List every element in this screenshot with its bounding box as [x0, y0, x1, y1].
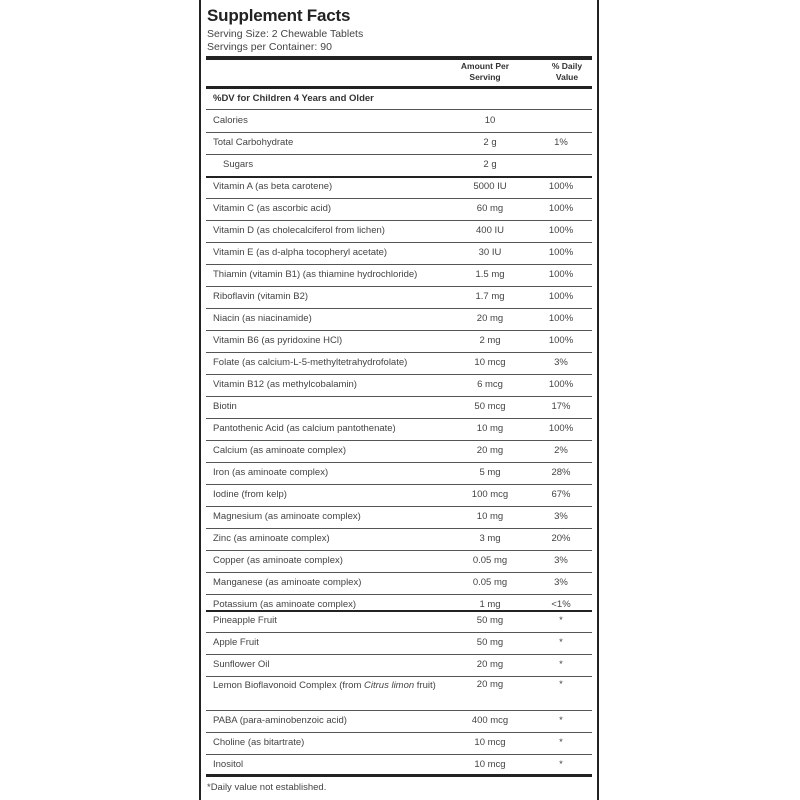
- nutrient-daily-value: 100%: [548, 335, 574, 346]
- nutrient-row: [206, 111, 592, 133]
- nutrient-row: [206, 463, 592, 485]
- nutrient-row: [206, 755, 592, 775]
- nutrient-amount: 1 mg: [479, 599, 501, 610]
- nutrient-name: Calcium (as aminoate complex): [213, 445, 347, 456]
- nutrient-row: [206, 397, 592, 419]
- nutrient-name: Vitamin B12 (as methylcobalamin): [213, 379, 357, 390]
- nutrient-daily-value: 100%: [548, 313, 574, 324]
- nutrient-amount: 50 mg: [476, 637, 504, 648]
- nutrient-daily-value: 67%: [551, 489, 571, 500]
- nutrient-name: Biotin: [213, 401, 237, 412]
- nutrient-name: Apple Fruit: [213, 637, 259, 648]
- nutrient-row: [206, 309, 592, 331]
- nutrient-amount: 100 mcg: [471, 489, 509, 500]
- nutrient-name: Riboflavin (vitamin B2): [213, 291, 309, 302]
- nutrient-name: Thiamin (vitamin B1) (as thiamine hydrochloride): [213, 269, 418, 280]
- nutrient-amount: 10 mg: [476, 423, 504, 434]
- nutrient-daily-value: *: [559, 759, 563, 770]
- nutrient-daily-value: 100%: [548, 203, 574, 214]
- nutrient-daily-value: 17%: [551, 401, 571, 412]
- nutrient-name-part: Lemon Bioflavonoid Complex (from: [213, 680, 365, 691]
- nutrient-name: Iron (as aminoate complex): [213, 467, 329, 478]
- nutrient-daily-value: 2%: [554, 445, 568, 456]
- nutrient-amount: 5000 IU: [473, 181, 507, 192]
- nutrient-daily-value: *: [559, 659, 563, 670]
- nutrient-daily-value: 100%: [548, 225, 574, 236]
- footnote: *Daily value not established.: [207, 782, 327, 793]
- nutrient-row: [206, 265, 592, 287]
- nutrient-amount: 20 mg: [476, 445, 504, 456]
- nutrient-name: Potassium (as aminoate complex): [213, 599, 357, 610]
- nutrient-amount: 50 mg: [476, 615, 504, 626]
- nutrient-row: [206, 573, 592, 595]
- dv-group-heading: %DV for Children 4 Years and Older: [213, 93, 374, 104]
- nutrient-row: [206, 711, 592, 733]
- column-header-amount: [445, 61, 525, 83]
- serving-size: Serving Size: 2 Chewable Tablets: [207, 28, 364, 40]
- nutrient-amount: 10 mcg: [474, 737, 506, 748]
- nutrient-amount: 20 mg: [476, 313, 504, 324]
- nutrient-name: Choline (as bitartrate): [213, 737, 305, 748]
- nutrient-daily-value: 100%: [548, 423, 574, 434]
- nutrient-name: Calories: [213, 115, 248, 126]
- nutrient-row: [206, 441, 592, 463]
- nutrient-amount: 60 mg: [476, 203, 504, 214]
- nutrient-amount: 400 mcg: [471, 715, 509, 726]
- nutrient-row: [206, 507, 592, 529]
- nutrient-name: Total Carbohydrate: [213, 137, 294, 148]
- nutrient-daily-value: 100%: [548, 269, 574, 280]
- nutrient-amount: 6 mcg: [477, 379, 503, 390]
- nutrient-name: Sunflower Oil: [213, 659, 270, 670]
- thick-rule-top: [206, 56, 592, 60]
- nutrient-name: Vitamin C (as ascorbic acid): [213, 203, 332, 214]
- nutrient-name: Vitamin E (as d-alpha tocopheryl acetate): [213, 247, 388, 258]
- nutrient-daily-value: *: [559, 715, 563, 726]
- nutrient-row: [206, 375, 592, 397]
- nutrient-row: [206, 551, 592, 573]
- nutrient-name-italic: Citrus limon: [364, 680, 415, 691]
- nutrient-name: Niacin (as niacinamide): [213, 313, 312, 324]
- nutrient-amount: 0.05 mg: [472, 555, 508, 566]
- nutrient-row: [206, 177, 592, 199]
- nutrient-name: Vitamin D (as cholecalciferol from lichen): [213, 225, 385, 236]
- nutrient-name: Zinc (as aminoate complex): [213, 533, 330, 544]
- nutrient-row: [206, 485, 592, 507]
- nutrient-row: [206, 331, 592, 353]
- nutrient-amount: 20 mg: [476, 659, 504, 670]
- nutrient-row: [206, 655, 592, 677]
- column-header-amount-line2: Serving: [469, 72, 501, 82]
- nutrient-row: [206, 611, 592, 633]
- nutrient-daily-value: *: [559, 679, 563, 690]
- nutrient-name: Sugars: [223, 159, 254, 170]
- nutrient-amount: 3 mg: [479, 533, 501, 544]
- nutrient-name-tail: fruit): [414, 680, 436, 691]
- nutrient-name: [213, 679, 443, 692]
- nutrient-daily-value: 3%: [554, 511, 568, 522]
- nutrient-row: [206, 353, 592, 375]
- column-header-dv-line1: % Daily: [551, 61, 583, 71]
- nutrient-amount: 10: [484, 115, 496, 126]
- nutrient-daily-value: 20%: [551, 533, 571, 544]
- nutrient-daily-value: 3%: [554, 555, 568, 566]
- nutrient-name: Manganese (as aminoate complex): [213, 577, 362, 588]
- nutrient-amount: 20 mg: [476, 679, 504, 690]
- nutrient-name: PABA (para-aminobenzoic acid): [213, 715, 347, 726]
- nutrient-amount: 1.5 mg: [475, 269, 505, 280]
- nutrient-name: Folate (as calcium-L-5-methyltetrahydrofolate): [213, 357, 408, 368]
- thick-rule-bottom: [206, 774, 592, 777]
- column-header-dv-line2: Value: [555, 72, 579, 82]
- nutrient-name: Iodine (from kelp): [213, 489, 287, 500]
- column-header-amount-line1: Amount Per: [460, 61, 510, 71]
- nutrient-row: [206, 287, 592, 309]
- nutrient-amount: 400 IU: [476, 225, 504, 236]
- nutrient-amount: 10 mg: [476, 511, 504, 522]
- nutrient-amount: 1.7 mg: [475, 291, 505, 302]
- nutrient-amount: 2 mg: [479, 335, 501, 346]
- nutrient-daily-value: 100%: [548, 379, 574, 390]
- nutrient-row: [206, 529, 592, 551]
- nutrient-daily-value: 100%: [548, 181, 574, 192]
- nutrient-row: [206, 155, 592, 177]
- nutrient-row: [206, 133, 592, 155]
- nutrient-amount: 0.05 mg: [472, 577, 508, 588]
- nutrient-daily-value: *: [559, 637, 563, 648]
- nutrient-row: [206, 243, 592, 265]
- thick-rule-header: [206, 86, 592, 89]
- nutrient-amount: 2 g: [483, 137, 497, 148]
- nutrient-name: Copper (as aminoate complex): [213, 555, 343, 566]
- nutrient-daily-value: *: [559, 737, 563, 748]
- nutrient-amount: 5 mg: [479, 467, 501, 478]
- nutrient-amount: 50 mcg: [474, 401, 506, 412]
- nutrient-amount: 10 mcg: [474, 357, 506, 368]
- nutrient-amount: 2 g: [483, 159, 497, 170]
- nutrient-daily-value: 3%: [554, 577, 568, 588]
- nutrient-daily-value: 100%: [548, 247, 574, 258]
- nutrient-name: Pantothenic Acid (as calcium pantothenate): [213, 423, 396, 434]
- nutrient-daily-value: <1%: [551, 599, 571, 610]
- nutrient-name: Pineapple Fruit: [213, 615, 277, 626]
- column-header-daily-value: [537, 61, 597, 83]
- servings-per-container: Servings per Container: 90: [207, 41, 332, 53]
- nutrient-amount: 30 IU: [478, 247, 502, 258]
- nutrient-row: [206, 677, 592, 711]
- nutrient-amount: 10 mcg: [474, 759, 506, 770]
- nutrient-row: [206, 199, 592, 221]
- nutrient-row: [206, 419, 592, 441]
- nutrient-name: Vitamin A (as beta carotene): [213, 181, 333, 192]
- nutrient-name: Magnesium (as aminoate complex): [213, 511, 361, 522]
- nutrient-name: Vitamin B6 (as pyridoxine HCl): [213, 335, 343, 346]
- nutrient-name: Inositol: [213, 759, 244, 770]
- nutrient-daily-value: 1%: [554, 137, 568, 148]
- nutrient-daily-value: *: [559, 615, 563, 626]
- rule-dv-group: [206, 109, 592, 110]
- nutrient-daily-value: 28%: [551, 467, 571, 478]
- nutrient-row: [206, 221, 592, 243]
- nutrient-daily-value: 100%: [548, 291, 574, 302]
- panel-title: Supplement Facts: [207, 6, 351, 25]
- nutrient-row: [206, 595, 592, 611]
- nutrient-daily-value: 3%: [554, 357, 568, 368]
- nutrient-row: [206, 733, 592, 755]
- nutrient-row: [206, 633, 592, 655]
